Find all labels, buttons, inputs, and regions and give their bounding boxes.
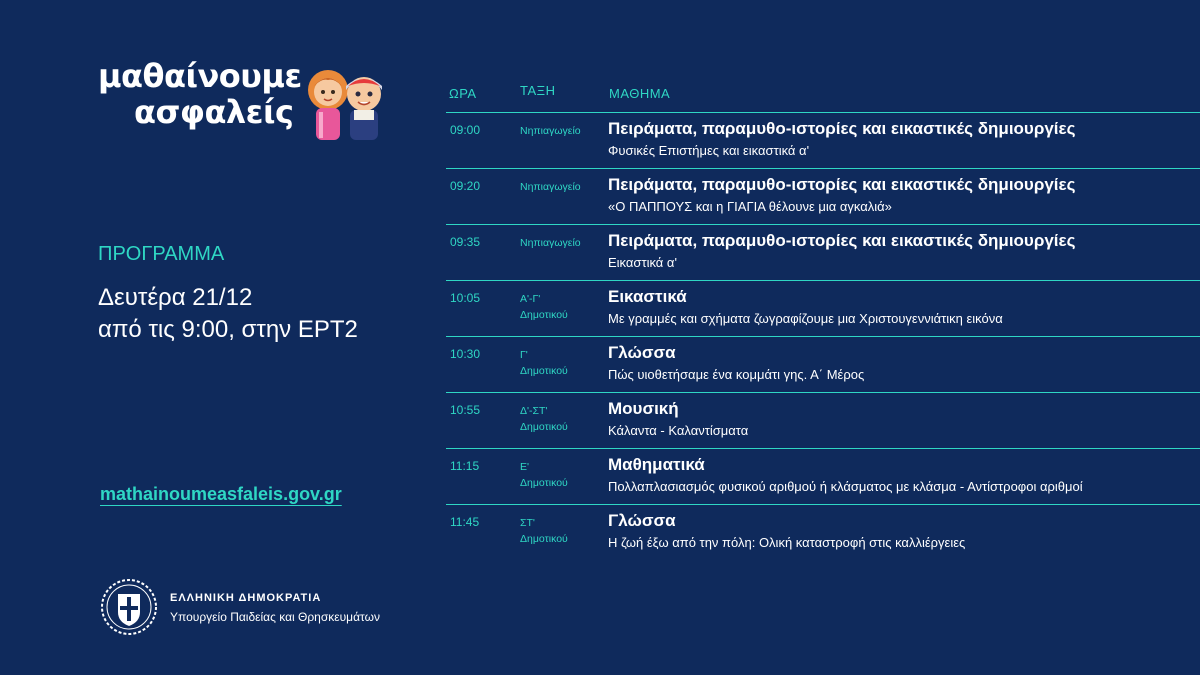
- row-time: 11:15: [450, 459, 480, 473]
- schedule-table: [446, 112, 1200, 560]
- row-subject: Μουσική: [608, 399, 679, 418]
- schedule-row: [446, 448, 1200, 504]
- row-subject: Γλώσσα: [608, 343, 676, 362]
- row-time: 09:20: [450, 179, 481, 193]
- program-label: ΠΡΟΓΡΑΜΜΑ: [98, 243, 225, 265]
- row-subject: Πειράματα, παραμυθο-ιστορίες και εικαστικές δημιουργίες: [608, 119, 1076, 138]
- row-description: Η ζωή έξω από την πόλη: Ολική καταστροφή στις καλλιέργειες: [608, 535, 966, 550]
- government-title: ΕΛΛΗΝΙΚΗ ΔΗΜΟΚΡΑΤΙΑ: [170, 592, 322, 604]
- brand-line-2: ασφαλείς: [134, 93, 294, 131]
- schedule-row: [446, 168, 1200, 224]
- brand-line-1: μαθαίνουμε: [98, 57, 302, 95]
- row-class: [520, 403, 600, 435]
- schedule-row: [446, 280, 1200, 336]
- row-time: 10:30: [450, 347, 481, 361]
- government-footer: [100, 578, 460, 638]
- row-class-level: Δημοτικού: [520, 477, 568, 489]
- row-subject: Πειράματα, παραμυθο-ιστορίες και εικαστικές δημιουργίες: [608, 231, 1076, 250]
- header-subject: ΜΑΘΗΜΑ: [609, 86, 671, 101]
- row-class: [520, 123, 600, 139]
- ministry-name: Υπουργείο Παιδείας και Θρησκευμάτων: [170, 610, 380, 624]
- brand-logo: [98, 58, 398, 138]
- row-description: Με γραμμές και σχήματα ζωγραφίζουμε μια Χριστουγεννιάτικη εικόνα: [608, 311, 1003, 326]
- schedule-row: [446, 336, 1200, 392]
- greek-coat-of-arms-icon: [100, 578, 158, 636]
- row-class-grade: Νηπιαγωγείο: [520, 125, 581, 137]
- row-time: 09:35: [450, 235, 481, 249]
- row-class-grade: Δ'-ΣΤ': [520, 405, 548, 417]
- row-class-level: Δημοτικού: [520, 365, 568, 377]
- row-class-grade: Α'-Γ': [520, 293, 541, 305]
- row-class: [520, 459, 600, 491]
- row-time: 10:55: [450, 403, 481, 417]
- header-class: ΤΑΞΗ: [520, 83, 556, 98]
- children-illustration-icon: [294, 60, 394, 142]
- schedule-row: [446, 112, 1200, 168]
- website-link[interactable]: mathainoumeasfaleis.gov.gr: [100, 484, 342, 504]
- row-description: Εικαστικά α': [608, 255, 677, 270]
- row-class-grade: Γ': [520, 349, 528, 361]
- row-class-grade: Ε': [520, 461, 530, 473]
- row-class: [520, 291, 600, 323]
- row-class-level: Δημοτικού: [520, 309, 568, 321]
- row-description: Πολλαπλασιασμός φυσικού αριθμού ή κλάσματος με κλάσμα - Αντίστροφοι αριθμοί: [608, 479, 1083, 494]
- row-description: «Ο ΠΑΠΠΟΥΣ και η ΓΙΑΓΙΑ θέλουνε μια αγκαλιά»: [608, 199, 892, 214]
- row-time: 09:00: [450, 123, 481, 137]
- row-class-grade: ΣΤ': [520, 517, 535, 529]
- row-description: Πώς υιοθετήσαμε ένα κομμάτι γης. Α΄ Μέρος: [608, 367, 865, 382]
- row-subject: Εικαστικά: [608, 287, 687, 306]
- row-subject: Μαθηματικά: [608, 455, 705, 474]
- program-datetime: [98, 282, 358, 346]
- row-time: 11:45: [450, 515, 480, 529]
- schedule-row: [446, 224, 1200, 280]
- header-time: ΩΡΑ: [449, 86, 477, 101]
- program-channel: από τις 9:00, στην ΕΡΤ2: [98, 316, 358, 343]
- row-class: [520, 235, 600, 251]
- row-class-grade: Νηπιαγωγείο: [520, 181, 581, 193]
- row-time: 10:05: [450, 291, 481, 305]
- schedule-row: [446, 392, 1200, 448]
- row-description: Κάλαντα - Καλαντίσματα: [608, 423, 749, 438]
- row-class: [520, 515, 600, 547]
- row-subject: Γλώσσα: [608, 511, 676, 530]
- schedule-row: [446, 504, 1200, 560]
- row-class-level: Δημοτικού: [520, 533, 568, 545]
- row-subject: Πειράματα, παραμυθο-ιστορίες και εικαστικές δημιουργίες: [608, 175, 1076, 194]
- row-class: [520, 347, 600, 379]
- row-class: [520, 179, 600, 195]
- program-date: Δευτέρα 21/12: [98, 284, 253, 311]
- row-class-grade: Νηπιαγωγείο: [520, 237, 581, 249]
- row-description: Φυσικές Επιστήμες και εικαστικά α': [608, 143, 810, 158]
- row-class-level: Δημοτικού: [520, 421, 568, 433]
